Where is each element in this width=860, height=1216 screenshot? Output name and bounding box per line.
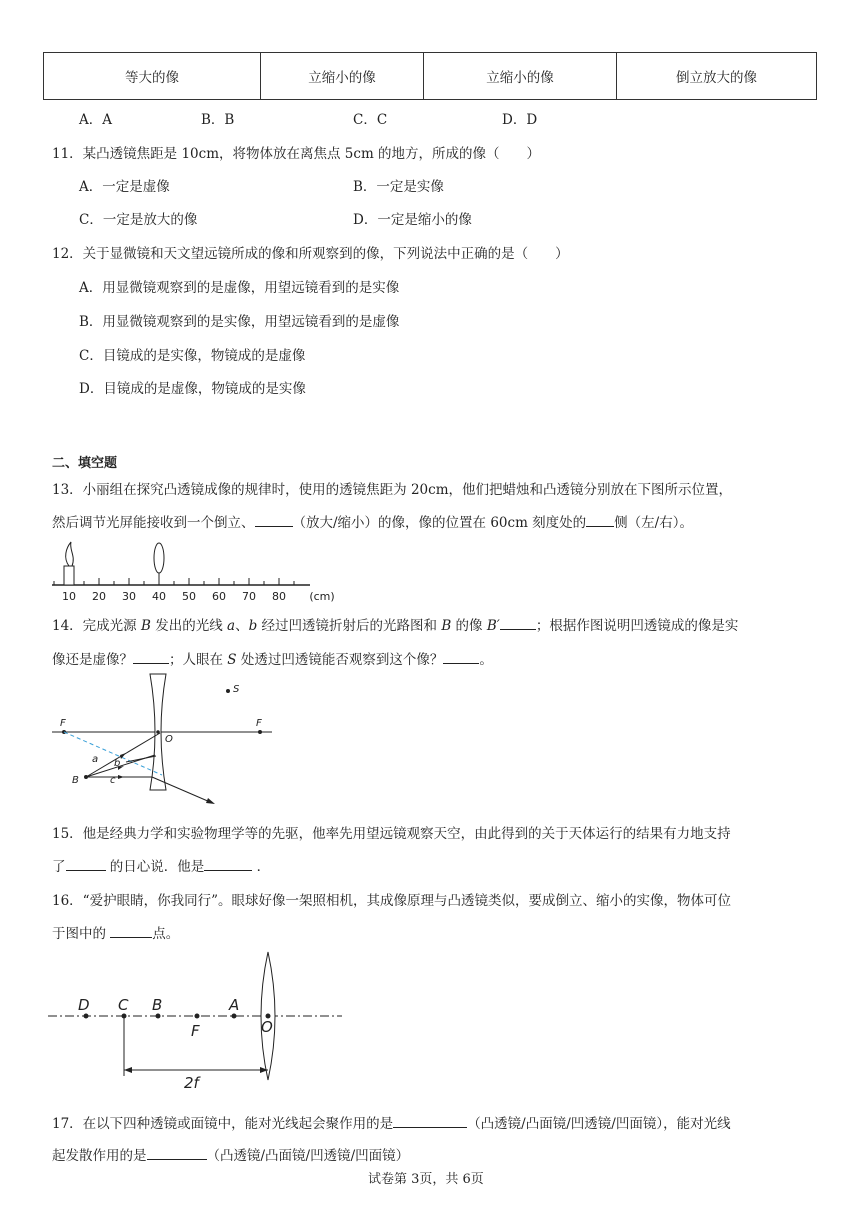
ruler-tick-label: 40: [152, 590, 166, 603]
q11-option-c: C．一定是放大的像: [79, 212, 198, 228]
table-cell: 倒立放大的像: [617, 53, 817, 100]
q10-option-d: D．D: [502, 112, 538, 128]
ruler-tick-label: 80: [272, 590, 286, 603]
concave-lens-ray-figure: [50, 670, 280, 810]
ruler-tick-label: 20: [92, 590, 106, 603]
q15-line1: 15．他是经典力学和实验物理学等的先驱，他率先用望远镜观察天空，由此得到的关于天体运行的结果有力地支持: [52, 826, 731, 842]
answer-blank[interactable]: [500, 615, 536, 630]
answer-blank[interactable]: [204, 856, 252, 871]
answer-blank[interactable]: [393, 1113, 467, 1128]
page-footer: 试卷第 3页，共 6页: [368, 1172, 484, 1187]
q15-line2: [52, 855, 270, 875]
q14-text: 的像: [451, 618, 487, 634]
q10-option-c: C．C: [353, 112, 388, 128]
fig-label-c: C: [118, 996, 129, 1014]
q10-option-b: B．B: [201, 112, 235, 128]
answer-blank[interactable]: [255, 512, 293, 527]
q11-stem: 11．某凸透镜焦距是 10cm，将物体放在离焦点 5cm 的地方，所成的像（ ）: [52, 146, 541, 162]
table-row: [44, 53, 817, 100]
fig-label-a: a: [92, 754, 99, 765]
q15-text: 的日心说．他是: [105, 859, 205, 875]
convex-lens-icon: [154, 543, 164, 585]
ruler-tick-label: 10: [62, 590, 76, 603]
q12-option-d: D．目镜成的是虚像，物镜成的是实像: [79, 381, 306, 397]
q15-text: ．: [252, 859, 271, 875]
q10-option-a: A．A: [79, 112, 112, 128]
q17-text: 17．在以下四种透镜或面镜中，能对光线起会聚作用的是: [52, 1116, 394, 1132]
fig-label-b: B: [72, 775, 79, 786]
q17-text: （凸透镜/凸面镜/凹透镜/凹面镜）: [206, 1148, 410, 1164]
fig-label-b: B: [152, 996, 163, 1014]
q17-text: 起发散作用的是: [52, 1148, 147, 1164]
q14-var: B: [441, 618, 452, 634]
q14-var: B: [140, 618, 151, 634]
q14-var: B′: [486, 618, 500, 634]
fig-label-2f: 2f: [184, 1074, 199, 1092]
q12-option-c: C．目镜成的是实像，物镜成的是虚像: [79, 348, 306, 364]
table-cell: 立缩小的像: [424, 53, 617, 100]
answer-blank[interactable]: [147, 1145, 207, 1160]
q14-text: 处透过凹透镜能否观察到这个像？: [236, 652, 444, 668]
q14-line1: [52, 614, 738, 634]
q14-text: 、: [235, 618, 249, 634]
answer-blank[interactable]: [586, 512, 614, 527]
answer-blank[interactable]: [133, 649, 169, 664]
q14-var: a: [227, 618, 236, 634]
q16-line2: [52, 922, 179, 942]
q11-option-b: B．一定是实像: [353, 179, 444, 195]
q14-text: 像还是虚像？: [52, 652, 133, 668]
fig-label-a: A: [229, 996, 240, 1014]
q17-line2: [52, 1144, 409, 1164]
ruler-unit-label: (cm): [309, 590, 335, 603]
q14-text: 发出的光线: [150, 618, 227, 634]
q11-option-d: D．一定是缩小的像: [353, 212, 472, 228]
fig-label-o: O: [261, 1018, 273, 1036]
q14-text: ；人眼在: [169, 652, 228, 668]
q14-var: b: [248, 618, 258, 634]
optical-bench-ruler-figure: [50, 538, 350, 604]
q13-text: 然后调节光屏能接收到一个倒立、: [52, 515, 255, 531]
q13-line2: [52, 511, 693, 531]
convex-lens-points-figure: [46, 948, 356, 1093]
ruler-tick-label: 30: [122, 590, 136, 603]
fig-label-c: c: [110, 775, 116, 786]
q16-line1: 16．“爱护眼睛，你我同行”。眼球好像一架照相机，其成像原理与凸透镜类似，要成倒立、缩小的实像，物体可位: [52, 893, 731, 909]
fig-label-f-left: F: [60, 718, 66, 729]
q14-text: 。: [479, 652, 493, 668]
answer-blank[interactable]: [110, 923, 152, 938]
q14-text: ；根据作图说明凹透镜成的像是实: [535, 618, 739, 634]
q13-line1: 13．小丽组在探究凸透镜成像的规律时，使用的透镜焦距为 20cm，他们把蜡烛和凸透镜分别放在下图所示位置，: [52, 482, 733, 498]
table-cell: 等大的像: [44, 53, 261, 100]
q14-text: 经过凹透镜折射后的光路图和: [257, 618, 442, 634]
ruler-tick-label: 50: [182, 590, 196, 603]
q15-text: 了: [52, 859, 66, 875]
q13-text: （放大/缩小）的像，像的位置在 60cm 刻度处的: [292, 515, 587, 531]
q12-stem: 12．关于显微镜和天文望远镜所成的像和所观察到的像，下列说法中正确的是（ ）: [52, 246, 569, 262]
section-heading: 二、填空题: [52, 456, 118, 471]
q12-option-b: B．用显微镜观察到的是实像，用望远镜看到的是虚像: [79, 314, 400, 330]
q16-text: 于图中的: [52, 926, 111, 942]
q13-text: 侧（左/右）。: [614, 515, 693, 531]
q16-text: 点。: [152, 926, 180, 942]
options-table: [43, 52, 817, 100]
fig-label-f-right: F: [256, 718, 262, 729]
answer-blank[interactable]: [66, 856, 106, 871]
fig-label-s: S: [233, 684, 240, 695]
q11-option-a: A．一定是虚像: [79, 179, 170, 195]
fig-label-b-ray: b: [114, 758, 121, 769]
q14-var: S: [227, 652, 237, 668]
table-cell: 立缩小的像: [261, 53, 424, 100]
ruler-tick-label: 60: [212, 590, 226, 603]
q17-text: （凸透镜/凸面镜/凹透镜/凹面镜），能对光线: [467, 1116, 731, 1132]
answer-blank[interactable]: [443, 649, 479, 664]
ruler-tick-label: 70: [242, 590, 256, 603]
q14-text: 14．完成光源: [52, 618, 141, 634]
fig-label-d: D: [78, 996, 90, 1014]
q12-option-a: A．用显微镜观察到的是虚像，用望远镜看到的是实像: [79, 280, 400, 296]
fig-label-f: F: [191, 1022, 200, 1040]
q14-line2: [52, 648, 493, 668]
q17-line1: [52, 1112, 731, 1132]
fig-label-o: O: [165, 734, 173, 745]
candle-icon: [64, 542, 74, 585]
